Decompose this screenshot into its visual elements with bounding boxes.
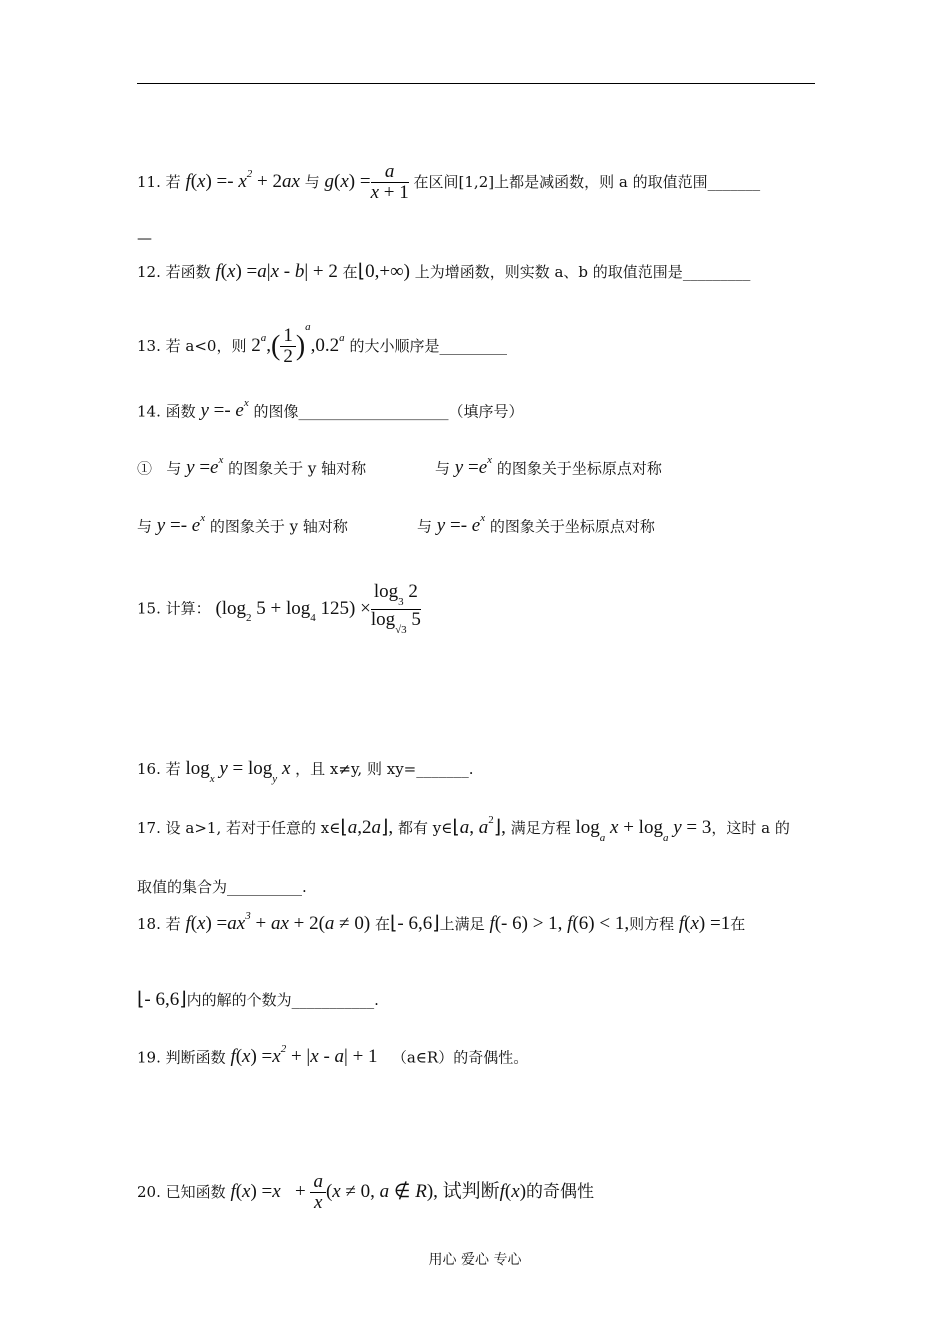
question-text: 若 (165, 760, 181, 778)
question-text: （a∈R）的奇偶性。 (391, 1048, 529, 1067)
header-rule (137, 83, 815, 84)
question-number: 18. (137, 915, 161, 933)
formula: ⌊a, $a^2⌋$, (452, 813, 506, 838)
option-text: 的图象关于 y 轴对称 (228, 459, 367, 478)
question-text: 判断函数 (165, 1048, 226, 1067)
question-14 (137, 397, 524, 422)
question-number: 19. (137, 1048, 161, 1067)
formula: $\log_x y = \log_y x$ (185, 758, 291, 785)
question-text: 上为增函数，则实数 a、b 的取值范围是 (414, 263, 683, 281)
formula: g(x) = $\frac{a}{x + 1}$ (324, 161, 409, 203)
option-text: 的图象关于 y 轴对称 (209, 517, 348, 536)
formula: ⌊0,+∞) (357, 261, 410, 282)
question-text: 的大小顺序是 (349, 336, 440, 355)
question-number: 12. (137, 263, 161, 281)
option-row-4 (417, 512, 655, 537)
page-footer: 用心 爱心 专心 (428, 1252, 522, 1268)
question-text: ，这时 a 的 (711, 819, 790, 837)
formula: ⌊- 6,6⌋ (389, 913, 440, 934)
question-17-cont (137, 876, 307, 897)
question-text: 则方程 (629, 915, 675, 933)
formula: $y =- e^x$ (436, 512, 486, 537)
question-text: 若 (165, 172, 181, 191)
option-row-2 (435, 454, 662, 479)
formula: ⌊- 6,6⌋ (137, 989, 187, 1010)
formula: f(- 6) > 1, f(6) < 1, (489, 913, 630, 934)
question-number: 15. (137, 599, 161, 618)
formula: $f(x) =- x^2 + 2ax$ (185, 167, 300, 192)
question-text: 已知函数 (165, 1182, 226, 1201)
question-text: 的图像 (253, 402, 299, 421)
question-text: 若 a<0，则 (165, 336, 247, 355)
formula: f(x) =x + $\frac{a}{x}$ (x ≠ 0, a ∉ R), 试判断f(x) (230, 1171, 527, 1213)
question-20 (137, 1172, 594, 1213)
question-text: 计算： (165, 599, 211, 618)
option-text: 的图象关于坐标原点对称 (496, 459, 662, 478)
question-number: 17. (137, 819, 161, 837)
answer-blank: _________ (439, 336, 507, 355)
question-text: 与 (304, 172, 320, 191)
option-text: 与 (435, 459, 451, 478)
answer-blank: _________ (682, 263, 751, 281)
formula: $y =e^x$ (186, 454, 224, 479)
question-text: 函数 (165, 402, 196, 421)
option-text: 与 (166, 459, 182, 478)
question-19 (137, 1043, 529, 1068)
formula: $y =e^x$ (454, 454, 493, 479)
question-text: 在 (374, 915, 390, 933)
question-text: 取值的集合为 (137, 878, 228, 896)
question-text: . (374, 991, 379, 1009)
formula: $\log_a x + \log_a y = 3$ (575, 817, 712, 844)
answer-blank: _______ (416, 760, 469, 778)
question-11 (137, 162, 760, 203)
option-marker: ① (137, 459, 153, 478)
answer-blank: — (137, 229, 152, 247)
formula: ($\log_2$ $5 + \log_4 125$) × $\frac{\log_3 2}{\log_{√3} 5}$ (215, 581, 421, 636)
question-18 (137, 909, 746, 935)
formula: $y =- e^x$ (156, 512, 206, 537)
question-text: . (468, 760, 474, 778)
question-text: 若 (165, 915, 181, 933)
answer-blank: __________ (227, 878, 303, 896)
question-text: ，且 x≠y, 则 xy= (295, 760, 417, 778)
question-text: 满足方程 (510, 819, 571, 837)
question-16 (137, 758, 474, 785)
option-text: 的图象关于坐标原点对称 (489, 517, 655, 536)
question-number: 11. (137, 172, 161, 191)
question-text: 都有 y∈ (397, 819, 453, 837)
question-text: 上满足 (439, 915, 485, 933)
formula: $y =- e^x$ (200, 397, 249, 422)
formula: 2$^a$,( $\frac{1}{2}$ )$^a$,0.2$^a$ (251, 320, 345, 367)
question-text: 的奇偶性 (526, 1181, 595, 1202)
question-text: （填序号） (448, 402, 524, 421)
question-number: 14. (137, 402, 161, 421)
question-text: 若函数 (165, 263, 211, 281)
option-text: 与 (137, 517, 153, 536)
answer-blank: ____________________ (298, 402, 449, 421)
answer-blank: _______ (707, 172, 761, 191)
formula: f(x) =1 (678, 913, 731, 934)
question-text: 在区间[1,2]上都是减函数，则 a 的取值范围 (413, 172, 708, 191)
question-text: 在 (342, 263, 358, 281)
formula: ⌊a,2a⌋, (340, 817, 394, 838)
formula: $f(x) =ax^3$ + ax + 2(a ≠ 0) (185, 909, 371, 934)
option-text: 与 (417, 517, 433, 536)
question-13 (137, 320, 507, 367)
option-row-1 (137, 454, 367, 479)
option-row-3 (137, 512, 348, 537)
formula: $f(x) =x^2 + |x - a| + 1$ (230, 1043, 378, 1068)
question-12 (137, 260, 750, 283)
answer-blank: ___________ (291, 991, 375, 1009)
question-text: 内的解的个数为 (186, 991, 292, 1009)
question-number: 20. (137, 1182, 161, 1201)
question-15 (137, 582, 421, 637)
question-17 (137, 813, 790, 844)
question-text: . (302, 878, 307, 896)
question-text: 设 a>1, 若对于任意的 x∈ (165, 819, 341, 837)
question-number: 13. (137, 336, 161, 355)
question-text: 在 (730, 915, 746, 933)
question-18-cont (137, 988, 379, 1011)
question-number: 16. (137, 760, 161, 778)
formula: f(x) =a|x - b| + 2 (215, 261, 338, 282)
